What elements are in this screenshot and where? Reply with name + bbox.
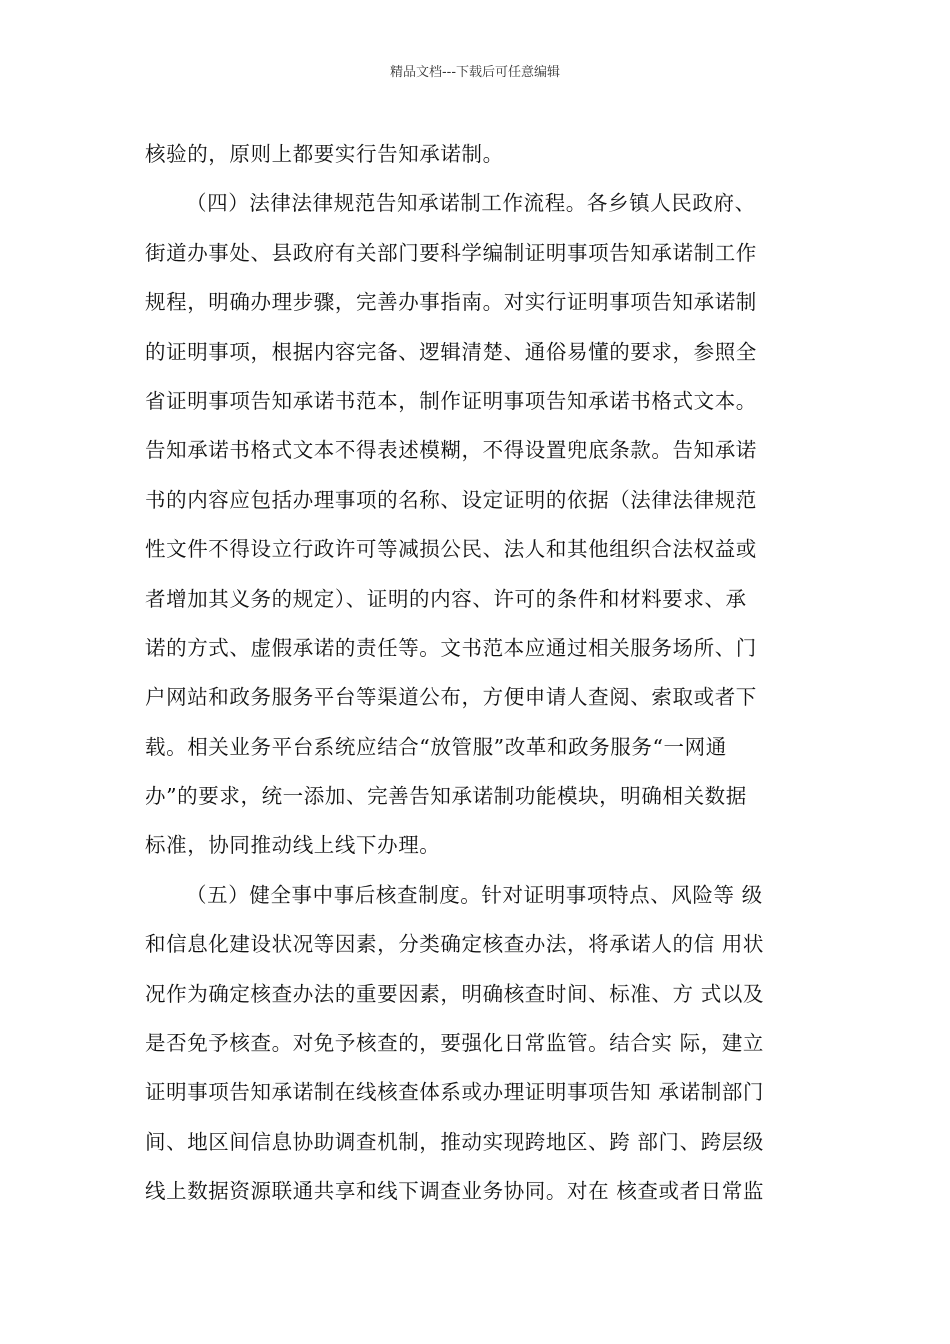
text-line: 者增加其义务的规定）、证明的内容、许可的条件和材料要求、承	[145, 586, 747, 611]
page-header: 精品文档---下载后可任意编辑	[389, 65, 561, 80]
text-line: 规程，明确办理步骤，完善办事指南。对实行证明事项告知承诺制	[145, 290, 757, 315]
text-line: 性文件不得设立行政许可等减损公民、法人和其他组织合法权益或	[145, 537, 757, 562]
text-line: 标准，协同推动线上线下办理。	[145, 833, 441, 858]
text-line: 是否免予核查。对免予核查的，要强化日常监管。结合实 际，建立	[145, 1031, 765, 1056]
text-line: 况作为确定核查办法的重要因素，明确核查时间、标准、方 式以及	[145, 981, 765, 1006]
text-line: 和信息化建设状况等因素，分类确定核查办法，将承诺人的信 用状	[145, 932, 765, 957]
text-line: 办”的要求，统一添加、完善告知承诺制功能模块，明确相关数据	[145, 784, 747, 809]
text-line: （五）健全事中事后核查制度。针对证明事项特点、风险等 级	[186, 882, 763, 907]
text-line: 省证明事项告知承诺书范本，制作证明事项告知承诺书格式文本。	[145, 388, 757, 413]
text-line: 间、地区间信息协助调查机制，推动实现跨地区、跨 部门、跨层级	[145, 1129, 765, 1154]
text-line: 街道办事处、县政府有关部门要科学编制证明事项告知承诺制工作	[145, 240, 757, 265]
document-body	[145, 130, 815, 1217]
text-line: 线上数据资源联通共享和线下调查业务协同。对在 核查或者日常监	[145, 1179, 765, 1204]
text-line: 告知承诺书格式文本不得表述模糊，不得设置兜底条款。告知承诺	[145, 438, 757, 463]
text-line: （四）法律法律规范告知承诺制工作流程。各乡镇人民政府、	[186, 191, 756, 216]
text-line: 的证明事项，根据内容完备、逻辑清楚、通俗易懂的要求，参照全	[145, 339, 757, 364]
text-line: 户网站和政务服务平台等渠道公布，方便申请人查阅、索取或者下	[145, 685, 757, 710]
text-line: 书的内容应包括办理事项的名称、设定证明的依据（法律法律规范	[145, 487, 757, 512]
text-line: 诺的方式、虚假承诺的责任等。文书范本应通过相关服务场所、门	[145, 635, 757, 660]
text-line: 载。相关业务平台系统应结合“放管服”改革和政务服务“一网通	[145, 734, 727, 759]
text-line: 核验的，原则上都要实行告知承诺制。	[145, 142, 504, 166]
text-line: 证明事项告知承诺制在线核查体系或办理证明事项告知 承诺制部门	[145, 1080, 765, 1105]
